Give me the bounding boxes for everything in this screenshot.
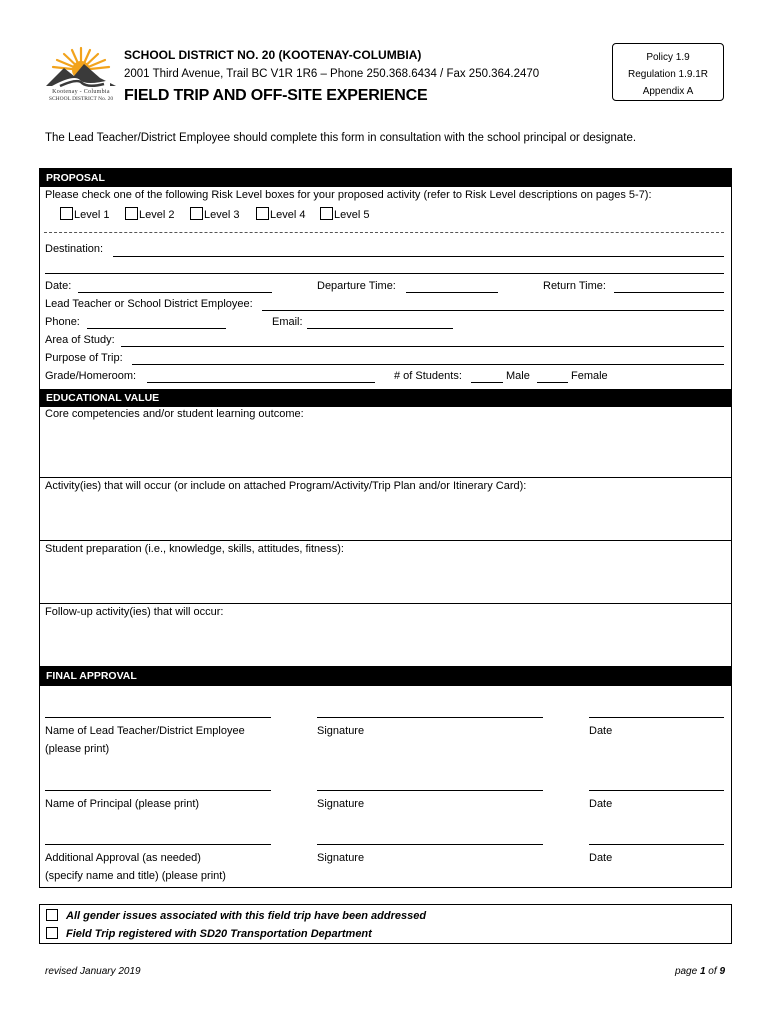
additional-approval-subtext: (specify name and title) (please print) — [45, 870, 226, 882]
policy-number: Policy 1.9 — [646, 52, 690, 63]
intro-text: The Lead Teacher/District Employee should complete this form in consultation with the school principal or designate. — [45, 132, 637, 144]
activities-label: Activity(ies) that will occur (or include on attached Program/Activity/Trip Plan and/or Itinerary Card): — [45, 480, 527, 492]
lead-teacher-label: Lead Teacher or School District Employee: — [45, 298, 253, 310]
checkbox-icon — [320, 207, 333, 220]
risk-level-instruction: Please check one of the following Risk Level boxes for your proposed activity (refer to Risk Level descriptions on pages 5-7): — [45, 189, 652, 201]
section-divider — [39, 477, 732, 478]
logo-mountain-sun-icon — [44, 44, 118, 92]
principal-date-label: Date — [589, 798, 613, 810]
district-logo — [44, 44, 118, 104]
risk-level-label: Level 1 — [74, 209, 110, 221]
principal-name-label: Name of Principal (please print) — [45, 798, 200, 810]
risk-level-4-checkbox[interactable] — [256, 207, 305, 221]
final-approval-heading: FINAL APPROVAL — [39, 666, 732, 686]
additional-approval-text: Additional Approval (as needed) — [45, 852, 201, 864]
core-competencies-label: Core competencies and/or student learning outcome: — [45, 408, 304, 420]
district-address: 2001 Third Avenue, Trail BC V1R 1R6 – Phone 250.368.6434 / Fax 250.364.2470 — [124, 68, 540, 80]
area-of-study-label: Area of Study: — [45, 334, 115, 346]
additional-date-field[interactable] — [589, 844, 724, 845]
form-title: FIELD TRIP AND OFF-SITE EXPERIENCE — [124, 87, 428, 104]
departure-time-label: Departure Time: — [317, 280, 396, 292]
section-divider — [39, 603, 732, 604]
lead-name-field[interactable] — [45, 717, 271, 718]
principal-signature-label: Signature — [317, 798, 365, 810]
follow-up-label: Follow-up activity(ies) that will occur: — [45, 606, 224, 618]
checkbox-icon — [125, 207, 138, 220]
principal-signature-field[interactable] — [317, 790, 543, 791]
risk-level-label: Level 2 — [139, 209, 175, 221]
additional-date-label: Date — [589, 852, 613, 864]
dashed-divider — [44, 232, 724, 233]
gender-issues-checkbox[interactable] — [46, 909, 426, 922]
transport-registered-checkbox[interactable] — [46, 927, 372, 940]
phone-field[interactable] — [87, 328, 226, 329]
page-current: 1 — [699, 966, 706, 977]
date-field[interactable] — [78, 292, 272, 293]
please-print-text: (please print) — [45, 743, 110, 755]
area-of-study-field[interactable] — [121, 346, 724, 347]
date-label: Date: — [45, 280, 72, 292]
risk-level-1-checkbox[interactable] — [60, 207, 109, 221]
additional-signature-label: Signature — [317, 852, 365, 864]
checkbox-icon — [256, 207, 269, 220]
email-label: Email: — [272, 316, 303, 328]
female-label: Female — [571, 370, 608, 382]
revision-date: revised January 2019 — [45, 966, 141, 977]
return-time-field[interactable] — [614, 292, 724, 293]
male-count-field[interactable] — [471, 382, 503, 383]
email-field[interactable] — [307, 328, 453, 329]
grade-label: Grade/Homeroom: — [45, 370, 137, 382]
policy-reference-box — [612, 43, 724, 101]
phone-label: Phone: — [45, 316, 80, 328]
checkbox-icon — [190, 207, 203, 220]
gender-issues-label: All gender issues associated with this field trip have been addressed — [66, 910, 427, 922]
student-preparation-label: Student preparation (i.e., knowledge, skills, attitudes, fitness): — [45, 543, 344, 555]
page-number — [600, 966, 725, 977]
lead-teacher-field[interactable] — [262, 310, 724, 311]
lead-signature-label: Signature — [317, 725, 365, 737]
purpose-label: Purpose of Trip: — [45, 352, 123, 364]
risk-level-label: Level 5 — [334, 209, 370, 221]
principal-name-field[interactable] — [45, 790, 271, 791]
num-students-label: # of Students: — [394, 370, 462, 382]
lead-name-text: Name of Lead Teacher/District Employee — [45, 725, 245, 737]
additional-approval-label — [45, 849, 226, 885]
destination-field[interactable] — [113, 256, 724, 257]
checkbox-icon — [46, 927, 58, 939]
risk-level-2-checkbox[interactable] — [125, 207, 174, 221]
logo-text-district: SCHOOL DISTRICT No. 20 — [48, 96, 114, 102]
page-of: of — [705, 966, 720, 977]
risk-level-5-checkbox[interactable] — [320, 207, 369, 221]
page-total: 9 — [719, 966, 725, 977]
lead-signature-field[interactable] — [317, 717, 543, 718]
regulation-number: Regulation 1.9.1R — [627, 69, 709, 80]
risk-level-3-checkbox[interactable] — [190, 207, 239, 221]
grade-field[interactable] — [147, 382, 375, 383]
page-prefix: page — [674, 966, 700, 977]
additional-signature-field[interactable] — [317, 844, 543, 845]
female-count-field[interactable] — [537, 382, 568, 383]
checkbox-icon — [60, 207, 73, 220]
district-name: SCHOOL DISTRICT NO. 20 (KOOTENAY-COLUMBIA) — [124, 48, 422, 62]
educational-value-heading: EDUCATIONAL VALUE — [39, 389, 732, 407]
core-competencies-field[interactable] — [40, 425, 731, 475]
male-label: Male — [506, 370, 530, 382]
return-time-label: Return Time: — [543, 280, 606, 292]
purpose-field[interactable] — [132, 364, 724, 365]
lead-date-label: Date — [589, 725, 613, 737]
student-preparation-field[interactable] — [40, 560, 731, 602]
principal-date-field[interactable] — [589, 790, 724, 791]
destination-field-line-2[interactable] — [45, 273, 724, 274]
destination-label: Destination: — [45, 243, 104, 255]
risk-level-label: Level 4 — [270, 209, 306, 221]
logo-text-kootenay: Kootenay - Columbia — [52, 89, 110, 95]
departure-time-field[interactable] — [406, 292, 498, 293]
lead-name-label — [45, 722, 245, 758]
transport-registered-label: Field Trip registered with SD20 Transportation Department — [66, 928, 372, 940]
checkbox-icon — [46, 909, 58, 921]
lead-date-field[interactable] — [589, 717, 724, 718]
appendix-label: Appendix A — [642, 86, 694, 97]
activities-field[interactable] — [40, 497, 731, 539]
follow-up-field[interactable] — [40, 623, 731, 665]
risk-level-label: Level 3 — [204, 209, 240, 221]
section-divider — [39, 540, 732, 541]
additional-name-field[interactable] — [45, 844, 271, 845]
proposal-heading: PROPOSAL — [39, 169, 732, 187]
